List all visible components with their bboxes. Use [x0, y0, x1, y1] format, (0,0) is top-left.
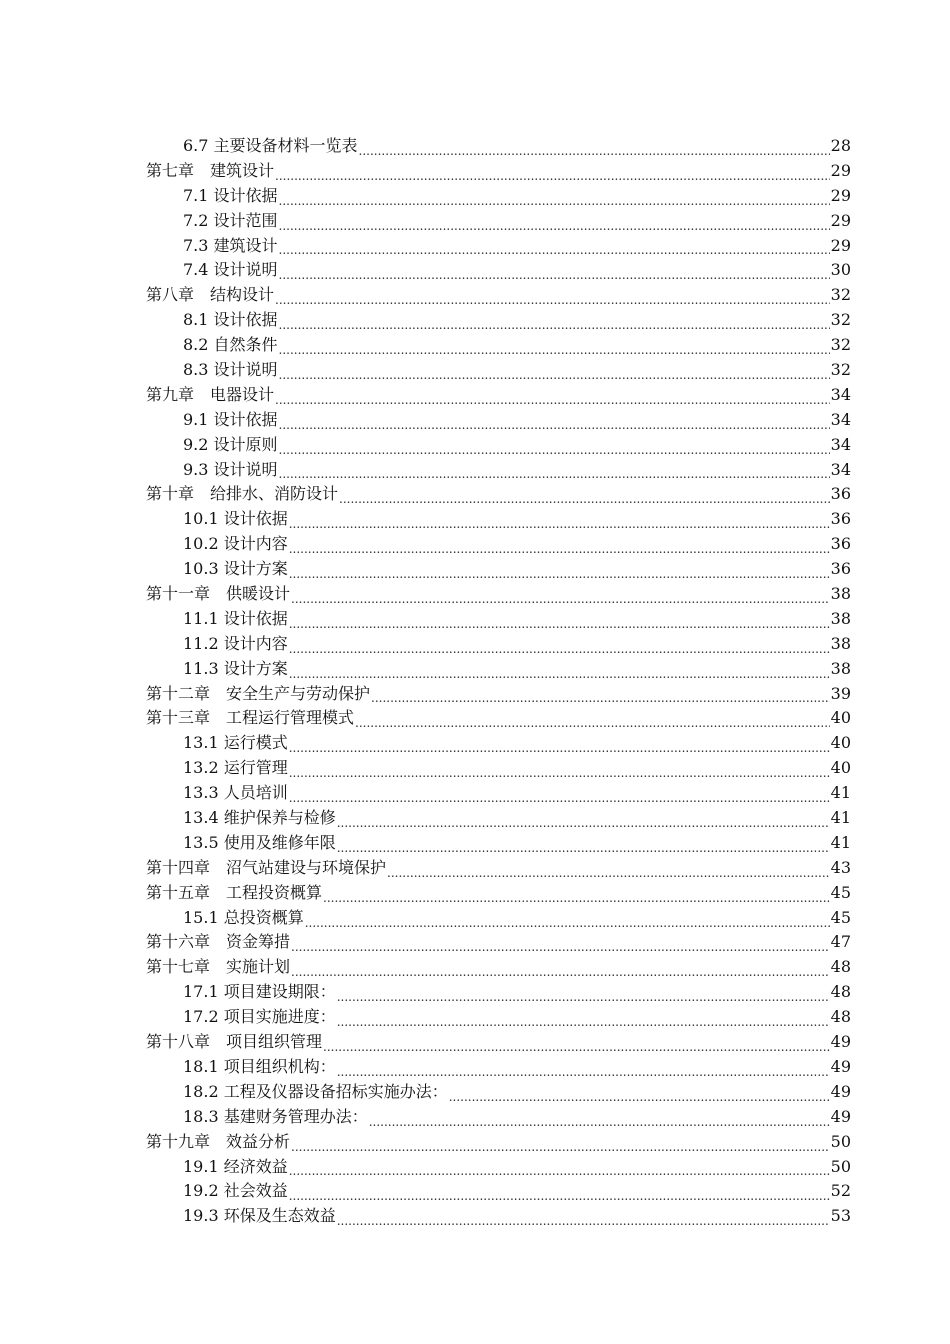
toc-entry-title: 第十三章 工程运行管理模式	[146, 708, 355, 728]
toc-entry-title: 13.2 运行管理	[183, 758, 288, 778]
toc-entry-title: 第十七章 实施计划	[146, 957, 291, 977]
toc-section-entry[interactable]	[146, 308, 851, 333]
table-of-contents	[146, 134, 851, 1229]
toc-dot-leader	[289, 731, 830, 756]
toc-section-entry[interactable]	[146, 258, 851, 283]
toc-dot-leader	[449, 1080, 830, 1105]
toc-page-number: 32	[830, 285, 851, 305]
toc-entry-title: 17.2 项目实施进度：	[183, 1007, 336, 1027]
toc-section-entry[interactable]	[146, 1055, 851, 1080]
toc-chapter-entry[interactable]	[146, 955, 851, 980]
toc-dot-leader	[289, 657, 830, 682]
toc-page-number: 45	[830, 907, 851, 927]
toc-section-entry[interactable]	[146, 906, 851, 931]
toc-section-entry[interactable]	[146, 333, 851, 358]
toc-chapter-entry[interactable]	[146, 931, 851, 956]
toc-entry-title: 第十六章 资金筹措	[146, 932, 291, 952]
toc-entry-title: 18.3 基建财务管理办法：	[183, 1106, 368, 1126]
toc-dot-leader	[279, 308, 830, 333]
toc-page-number: 48	[830, 1007, 851, 1027]
toc-page-number: 29	[830, 235, 851, 255]
toc-dot-leader	[275, 283, 830, 308]
toc-entry-title: 8.2 自然条件	[183, 335, 278, 355]
toc-entry-title: 7.2 设计范围	[183, 210, 278, 230]
toc-dot-leader	[275, 383, 830, 408]
toc-entry-title: 第十四章 沼气站建设与环境保护	[146, 857, 387, 877]
toc-dot-leader	[371, 682, 830, 707]
toc-dot-leader	[289, 781, 830, 806]
toc-section-entry[interactable]	[146, 1204, 851, 1229]
toc-dot-leader	[369, 1105, 830, 1130]
toc-page-number: 36	[830, 559, 851, 579]
toc-dot-leader	[279, 458, 830, 483]
toc-entry-title: 11.1 设计依据	[183, 608, 288, 628]
toc-entry-title: 10.2 设计内容	[183, 534, 288, 554]
toc-chapter-entry[interactable]	[146, 706, 851, 731]
toc-page-number: 39	[830, 683, 851, 703]
toc-section-entry[interactable]	[146, 408, 851, 433]
toc-dot-leader	[337, 806, 830, 831]
toc-entry-title: 18.2 工程及仪器设备招标实施办法：	[183, 1081, 448, 1101]
toc-page-number: 49	[830, 1056, 851, 1076]
toc-page-number: 36	[830, 484, 851, 504]
toc-entry-title: 8.1 设计依据	[183, 310, 278, 330]
toc-chapter-entry[interactable]	[146, 159, 851, 184]
toc-section-entry[interactable]	[146, 134, 851, 159]
toc-page-number: 43	[830, 857, 851, 877]
toc-dot-leader	[279, 433, 830, 458]
toc-entry-title: 9.2 设计原则	[183, 434, 278, 454]
toc-section-entry[interactable]	[146, 433, 851, 458]
toc-page-number: 40	[830, 758, 851, 778]
toc-page-number: 29	[830, 210, 851, 230]
toc-page-number: 47	[830, 932, 851, 952]
toc-chapter-entry[interactable]	[146, 682, 851, 707]
toc-page-number: 49	[830, 1081, 851, 1101]
toc-section-entry[interactable]	[146, 1080, 851, 1105]
toc-dot-leader	[289, 1155, 830, 1180]
toc-page-number: 34	[830, 384, 851, 404]
toc-page-number: 32	[830, 360, 851, 379]
toc-entry-title: 9.3 设计说明	[183, 459, 278, 479]
toc-entry-title: 8.3 设计说明	[183, 360, 278, 379]
toc-page-number: 52	[830, 1181, 851, 1201]
toc-dot-leader	[355, 706, 830, 731]
toc-dot-leader	[291, 1130, 830, 1155]
toc-page-number: 28	[830, 135, 851, 155]
toc-page-number: 34	[830, 409, 851, 429]
toc-section-entry[interactable]	[146, 532, 851, 557]
toc-chapter-entry[interactable]	[146, 383, 851, 408]
toc-section-entry[interactable]	[146, 358, 851, 383]
toc-section-entry[interactable]	[146, 557, 851, 582]
toc-dot-leader	[275, 159, 830, 184]
toc-dot-leader	[291, 955, 830, 980]
toc-page-number: 38	[830, 608, 851, 628]
toc-section-entry[interactable]	[146, 458, 851, 483]
toc-entry-title: 11.2 设计内容	[183, 633, 288, 653]
toc-dot-leader	[289, 557, 830, 582]
toc-section-entry[interactable]	[146, 657, 851, 682]
toc-dot-leader	[387, 856, 830, 881]
toc-entry-title: 第九章 电器设计	[146, 384, 275, 404]
toc-entry-title: 7.4 设计说明	[183, 260, 278, 280]
toc-dot-leader	[305, 906, 830, 931]
toc-page-number: 34	[830, 459, 851, 479]
toc-section-entry[interactable]	[146, 234, 851, 259]
toc-dot-leader	[279, 358, 830, 383]
toc-entry-title: 19.3 环保及生态效益	[183, 1206, 336, 1226]
toc-section-entry[interactable]	[146, 1179, 851, 1204]
toc-entry-title: 13.3 人员培训	[183, 783, 288, 803]
toc-section-entry[interactable]	[146, 756, 851, 781]
toc-entry-title: 9.1 设计依据	[183, 409, 278, 429]
toc-dot-leader	[337, 980, 830, 1005]
toc-page-number: 53	[830, 1206, 851, 1226]
toc-entry-title: 13.4 维护保养与检修	[183, 808, 336, 828]
toc-section-entry[interactable]	[146, 607, 851, 632]
toc-section-entry[interactable]	[146, 1155, 851, 1180]
toc-entry-title: 第十八章 项目组织管理	[146, 1032, 323, 1052]
toc-entry-title: 第八章 结构设计	[146, 285, 275, 305]
toc-section-entry[interactable]	[146, 632, 851, 657]
toc-dot-leader	[323, 881, 830, 906]
toc-chapter-entry[interactable]	[146, 856, 851, 881]
toc-page-number: 30	[830, 260, 851, 280]
toc-entry-title: 第十一章 供暖设计	[146, 584, 291, 604]
toc-page-number: 34	[830, 434, 851, 454]
toc-entry-title: 第十二章 安全生产与劳动保护	[146, 683, 371, 703]
toc-entry-title: 15.1 总投资概算	[183, 907, 304, 927]
toc-dot-leader	[323, 1030, 830, 1055]
toc-page-number: 41	[830, 783, 851, 803]
toc-chapter-entry[interactable]	[146, 283, 851, 308]
toc-dot-leader	[339, 482, 830, 507]
toc-page-number: 50	[830, 1131, 851, 1151]
toc-page-number: 48	[830, 957, 851, 977]
toc-page-number: 50	[830, 1156, 851, 1176]
toc-entry-title: 10.3 设计方案	[183, 559, 288, 579]
toc-entry-title: 10.1 设计依据	[183, 509, 288, 529]
toc-dot-leader	[337, 1005, 830, 1030]
toc-chapter-entry[interactable]	[146, 482, 851, 507]
toc-page-number: 32	[830, 310, 851, 330]
toc-page-number: 32	[830, 335, 851, 355]
toc-section-entry[interactable]	[146, 209, 851, 234]
toc-page-number: 49	[830, 1106, 851, 1126]
toc-dot-leader	[291, 582, 830, 607]
toc-dot-leader	[279, 408, 830, 433]
toc-entry-title: 第十章 给排水、消防设计	[146, 484, 339, 504]
toc-dot-leader	[289, 507, 830, 532]
toc-section-entry[interactable]	[146, 1105, 851, 1130]
toc-dot-leader	[289, 607, 830, 632]
toc-section-entry[interactable]	[146, 806, 851, 831]
toc-dot-leader	[291, 931, 830, 956]
toc-chapter-entry[interactable]	[146, 1130, 851, 1155]
toc-section-entry[interactable]	[146, 507, 851, 532]
toc-dot-leader	[279, 209, 830, 234]
toc-page-number: 29	[830, 160, 851, 180]
toc-section-entry[interactable]	[146, 731, 851, 756]
toc-page-number: 29	[830, 185, 851, 205]
toc-dot-leader	[359, 134, 830, 159]
toc-dot-leader	[279, 258, 830, 283]
toc-page-number: 36	[830, 509, 851, 529]
toc-entry-title: 11.3 设计方案	[183, 658, 288, 678]
toc-page-number: 41	[830, 808, 851, 828]
toc-section-entry[interactable]	[146, 184, 851, 209]
toc-dot-leader	[289, 756, 830, 781]
toc-dot-leader	[289, 532, 830, 557]
toc-dot-leader	[337, 831, 830, 856]
toc-entry-title: 19.2 社会效益	[183, 1181, 288, 1201]
toc-page-number: 38	[830, 658, 851, 678]
toc-page-number: 36	[830, 534, 851, 554]
toc-chapter-entry[interactable]	[146, 881, 851, 906]
toc-entry-title: 19.1 经济效益	[183, 1156, 288, 1176]
toc-page-number: 40	[830, 708, 851, 728]
toc-entry-title: 6.7 主要设备材料一览表	[183, 135, 358, 155]
toc-dot-leader	[337, 1204, 830, 1229]
toc-section-entry[interactable]	[146, 1005, 851, 1030]
toc-entry-title: 13.1 运行模式	[183, 733, 288, 753]
toc-entry-title: 7.1 设计依据	[183, 185, 278, 205]
toc-section-entry[interactable]	[146, 831, 851, 856]
toc-entry-title: 13.5 使用及维修年限	[183, 832, 336, 852]
toc-page-number: 40	[830, 733, 851, 753]
toc-dot-leader	[289, 632, 830, 657]
toc-section-entry[interactable]	[146, 980, 851, 1005]
toc-dot-leader	[289, 1179, 830, 1204]
toc-dot-leader	[279, 234, 830, 259]
toc-entry-title: 18.1 项目组织机构：	[183, 1056, 336, 1076]
toc-entry-title: 第十九章 效益分析	[146, 1131, 291, 1151]
toc-entry-title: 7.3 建筑设计	[183, 235, 278, 255]
toc-page-number: 38	[830, 584, 851, 604]
toc-dot-leader	[279, 333, 830, 358]
toc-page-number: 49	[830, 1032, 851, 1052]
toc-section-entry[interactable]	[146, 781, 851, 806]
toc-dot-leader	[279, 184, 830, 209]
toc-entry-title: 第十五章 工程投资概算	[146, 882, 323, 902]
toc-page-number: 41	[830, 832, 851, 852]
toc-page-number: 38	[830, 633, 851, 653]
toc-chapter-entry[interactable]	[146, 1030, 851, 1055]
toc-entry-title: 第七章 建筑设计	[146, 160, 275, 180]
toc-page-number: 45	[830, 882, 851, 902]
toc-page-number: 48	[830, 982, 851, 1002]
toc-chapter-entry[interactable]	[146, 582, 851, 607]
toc-entry-title: 17.1 项目建设期限：	[183, 982, 336, 1002]
toc-dot-leader	[337, 1055, 830, 1080]
